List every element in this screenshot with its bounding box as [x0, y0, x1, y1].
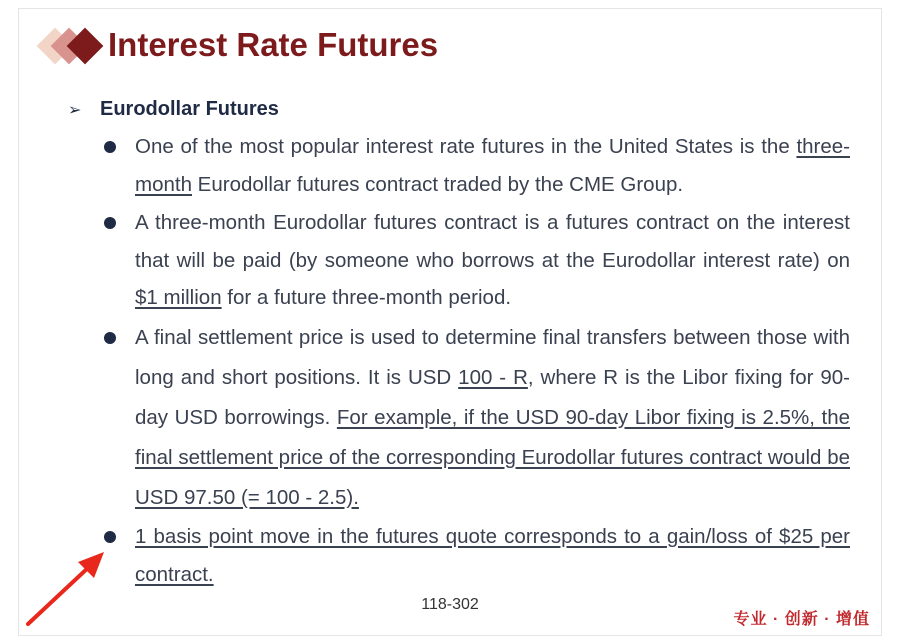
bullet-text: A final settlement price is used to determine final transfers between those with long and short positions. It is USD — [135, 325, 850, 389]
bullet-text: Eurodollar futures contract traded by the CME Group. — [191, 173, 684, 196]
slide-title: Interest Rate Futures — [108, 26, 439, 63]
arrow-bullet-icon: ➢ — [68, 101, 82, 119]
bullet-dot-icon — [104, 217, 116, 229]
page-number: 118-302 — [421, 596, 479, 613]
bullet-underlined-text: For example, if the USD 90-day Libor fixing is 2.5%, the final settlement price of the corresponding Eurodollar futures contract would be USD 97.50 (= 100 - 2.5). — [135, 405, 850, 509]
bullet-item — [100, 518, 850, 594]
section-heading — [68, 98, 279, 121]
bullet-underlined-text: 1 basis point move in the futures quote corresponds to a gain/loss of $25 per contract. — [135, 524, 850, 586]
bullet-text: , where R is the Libor fixing for 90-day USD borrowings. — [135, 365, 850, 429]
bullet-item — [100, 204, 850, 317]
section-label: Eurodollar Futures — [100, 98, 279, 120]
bullet-dot-icon — [104, 141, 116, 153]
bullet-text: A three-month Eurodollar futures contract is a futures contract on the interest that will be paid (by someone who borrows at the Eurodollar interest rate) on — [135, 211, 850, 272]
footer-tagline: 专业 · 创新 · 增值 — [733, 611, 870, 628]
bullet-underlined-text: $1 million — [135, 286, 222, 309]
title-diamonds-decoration — [36, 26, 106, 66]
bullet-text: for a future three-month period. — [221, 286, 512, 309]
bullet-item — [100, 128, 850, 204]
bullet-list — [100, 128, 850, 594]
bullet-dot-icon — [104, 332, 116, 344]
bullet-text: One of the most popular interest rate futures in the United States is the — [135, 135, 797, 158]
bullet-underlined-text: 100 - R — [458, 365, 528, 389]
bullet-dot-icon — [104, 531, 116, 543]
bullet-underlined-text: three-month — [135, 135, 850, 196]
bullet-item — [100, 318, 850, 518]
